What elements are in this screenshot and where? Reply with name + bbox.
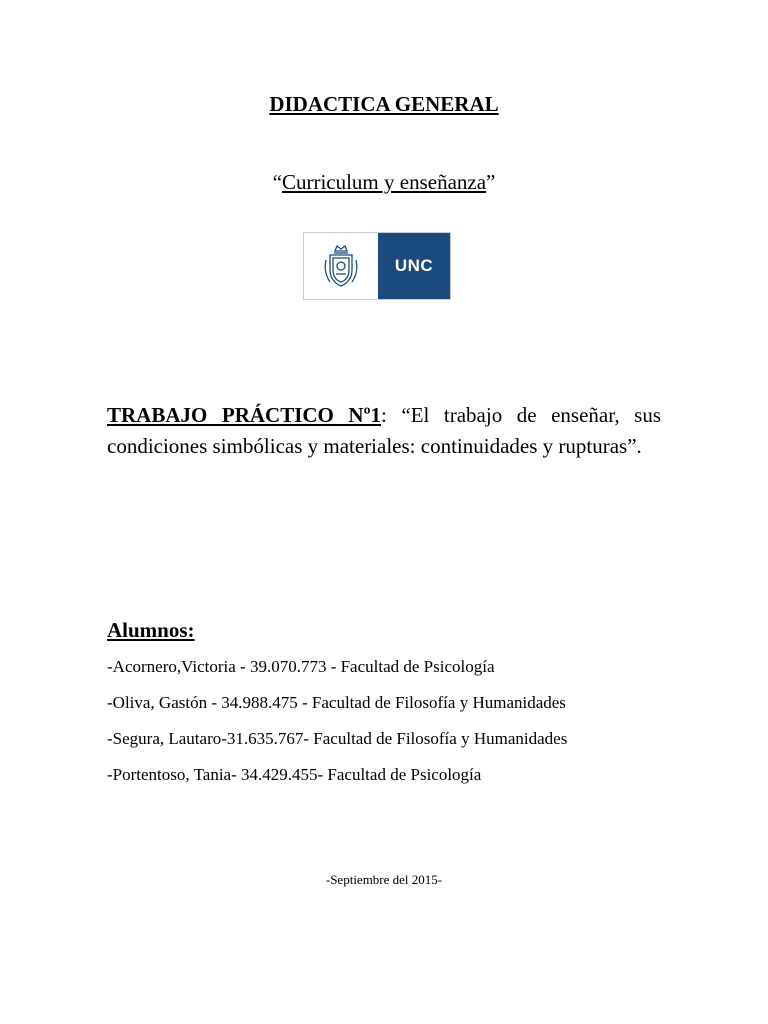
subtitle-text: Curriculum y enseñanza [281,170,487,194]
document-date: -Septiembre del 2015- [325,872,443,887]
document-subtitle [0,170,768,195]
student-item: -Acornero,Victoria - 39.070.773 - Facultad de Psicología [107,657,495,676]
student-item: -Portentoso, Tania- 34.429.455- Facultad de Psicología [107,765,482,784]
unc-logo-text: UNC [378,233,450,299]
assignment-label: TRABAJO PRÁCTICO Nº1 [107,403,382,427]
unc-logo [303,232,451,300]
students-list [107,655,667,799]
unc-seal-icon [304,233,378,299]
subtitle-close-quote: ” [486,170,496,194]
subtitle-open-quote: “ [272,170,282,194]
students-heading: Alumnos: [107,618,195,642]
assignment-paragraph [107,400,661,462]
student-item: -Oliva, Gastón - 34.988.475 - Facultad de Filosofía y Humanidades [107,693,566,712]
assignment-text: : “El trabajo de enseñar, sus condiciones simbólicas y materiales: continuidades y rupturas”. [107,403,661,458]
student-item: -Segura, Lautaro-31.635.767- Facultad de Filosofía y Humanidades [107,729,568,748]
document-title: DIDACTICA GENERAL [269,92,499,116]
